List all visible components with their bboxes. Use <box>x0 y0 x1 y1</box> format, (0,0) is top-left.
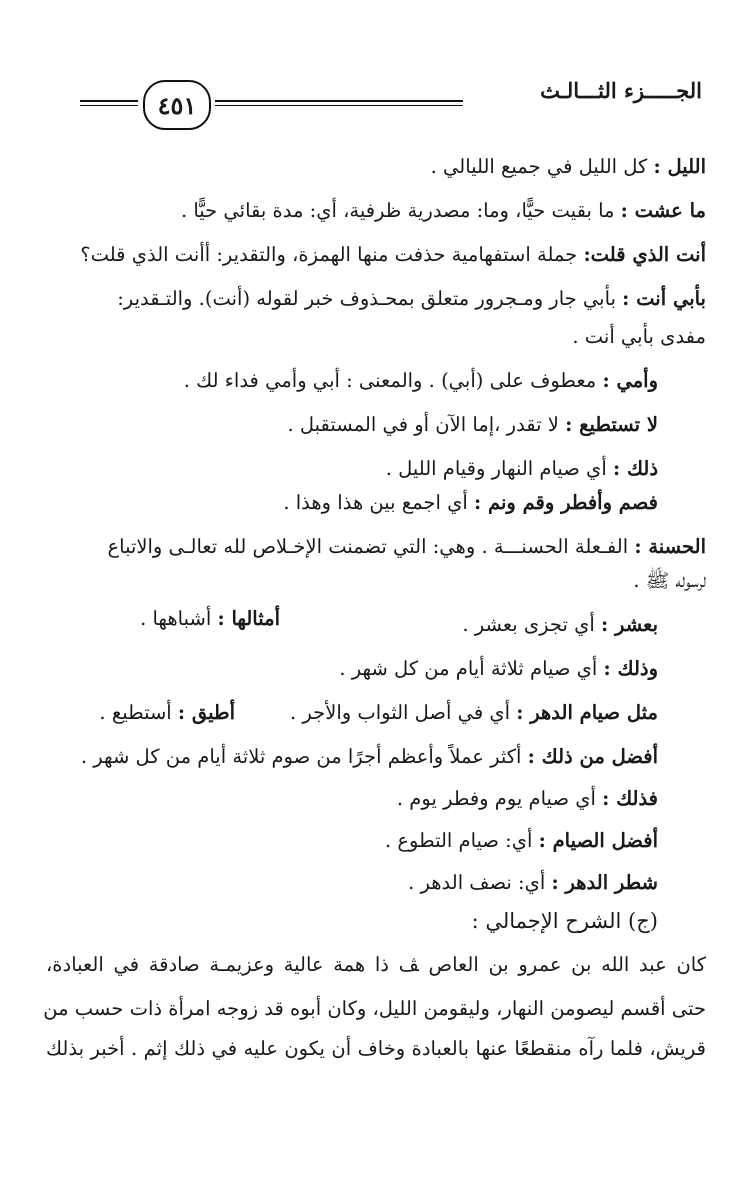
gloss-def: أي: نصف الدهر . <box>408 871 552 894</box>
gloss-term: وذلك : <box>603 657 658 680</box>
gloss-def: كل الليل في جميع الليالي . <box>430 155 654 178</box>
gloss-def: معطوف على (أبي) . والمعنى : أبي وأمي فداء لك . <box>183 369 603 392</box>
header-rule-right-thin <box>215 105 463 106</box>
gloss-line <box>117 284 706 314</box>
gloss-line <box>385 826 658 856</box>
gloss-line <box>397 784 658 814</box>
gloss-term: الليل : <box>653 155 706 178</box>
gloss-def: أي اجمع بين هذا وهذا . <box>283 491 474 514</box>
gloss-line <box>80 240 706 270</box>
gloss-line <box>283 488 658 518</box>
gloss-def: أكثر عملاً وأعظم أجرًا من صوم ثلاثة أيام من كل شهر . <box>80 745 528 768</box>
gloss-line <box>462 610 658 640</box>
gloss-def: أستطيع . <box>99 701 178 724</box>
gloss-term: شطر الدهر : <box>551 871 658 894</box>
gloss-line <box>339 654 658 684</box>
gloss-def: لا تقدر ،إما الآن أو في المستقبل . <box>287 413 566 436</box>
gloss-def: ما بقيت حيًّا، وما: مصدرية ظرفية، أي: مدة بقائي حيًّا . <box>180 199 621 222</box>
gloss-line-secondary <box>140 604 280 634</box>
paragraph-line: قريش، فلما رآه منقطعًا عنها بالعبادة وخاف أن يكون عليه في ذلك إثم . أخبر بذلك <box>46 1037 706 1060</box>
gloss-line <box>290 698 658 728</box>
gloss-term: فذلك : <box>602 787 658 810</box>
gloss-term: ذلك : <box>612 457 658 480</box>
gloss-term: ما عشت : <box>620 199 706 222</box>
paragraph-line: حتى أقسم ليصومن النهار، وليقومن الليل، وكان أبوه قد زوجه امرأة ذات حسب من <box>43 997 706 1020</box>
gloss-line-secondary <box>99 698 235 728</box>
gloss-term: وأمي : <box>602 369 658 392</box>
gloss-term: أفضل من ذلك : <box>527 745 658 768</box>
gloss-def: أي صيام ثلاثة أيام من كل شهر . <box>339 657 604 680</box>
gloss-line <box>184 366 658 396</box>
gloss-term: مثل صيام الدهر : <box>516 701 658 724</box>
gloss-def: أي صيام يوم وفطر يوم . <box>396 787 603 810</box>
page-number-frame <box>143 80 211 130</box>
part-title: الجـــــزء الثـــالـث <box>540 78 702 103</box>
header-rule-left <box>80 100 138 102</box>
gloss-term: أطيق : <box>177 701 235 724</box>
gloss-def: لرسوله ﷺ . <box>633 569 706 592</box>
gloss-term: لا تستطيع : <box>565 413 658 436</box>
gloss-line <box>108 532 707 562</box>
gloss-line-continued <box>633 566 706 596</box>
gloss-line <box>81 742 658 772</box>
gloss-def: بأبي جار ومـجرور متعلق بمحـذوف خبر لقوله (أنت). والتـقدير: <box>117 287 623 310</box>
gloss-line <box>287 410 658 440</box>
gloss-line <box>431 152 706 182</box>
gloss-line <box>408 868 658 898</box>
gloss-def: جملة استفهامية حذفت منها الهمزة، والتقدير: أأنت الذي قلت؟ <box>80 243 584 266</box>
paragraph-line: كان عبد الله بن عمرو بن العاص ﭫ ذا همة عالية وعزيمـة صادقة في العبادة، <box>46 953 706 976</box>
gloss-line-continued <box>572 322 706 352</box>
gloss-term: بأبي أنت : <box>622 287 706 310</box>
gloss-line <box>181 196 706 226</box>
section-heading: (ج) الشرح الإجمالي : <box>471 909 658 933</box>
gloss-def: أي تجزى بعشر . <box>462 613 602 636</box>
gloss-def: أي صيام النهار وقيام الليل . <box>385 457 613 480</box>
gloss-term: أفضل الصيام : <box>538 829 658 852</box>
gloss-def: أي في أصل الثواب والأجر . <box>289 701 517 724</box>
gloss-def: مفدى بأبي أنت . <box>572 325 706 348</box>
page-number: ٤٥١ <box>157 90 197 120</box>
gloss-term: أمثالها : <box>217 607 280 630</box>
header-rule-right <box>215 100 463 102</box>
gloss-term: فصم وأفطر وقم ونم : <box>473 491 658 514</box>
gloss-term: الحسنة : <box>634 535 706 558</box>
gloss-term: أنت الذي قلت: <box>583 243 706 266</box>
header-rule-left-thin <box>80 105 138 106</box>
gloss-def: أي: صيام التطوع . <box>384 829 539 852</box>
gloss-term: بعشر : <box>601 613 658 636</box>
gloss-def: أشباهها . <box>140 607 218 630</box>
gloss-def: الفـعلة الحسنـــة . وهي: التي تضمنت الإخـلاص لله تعالـى والاتباع <box>107 535 635 558</box>
gloss-line <box>386 454 658 484</box>
